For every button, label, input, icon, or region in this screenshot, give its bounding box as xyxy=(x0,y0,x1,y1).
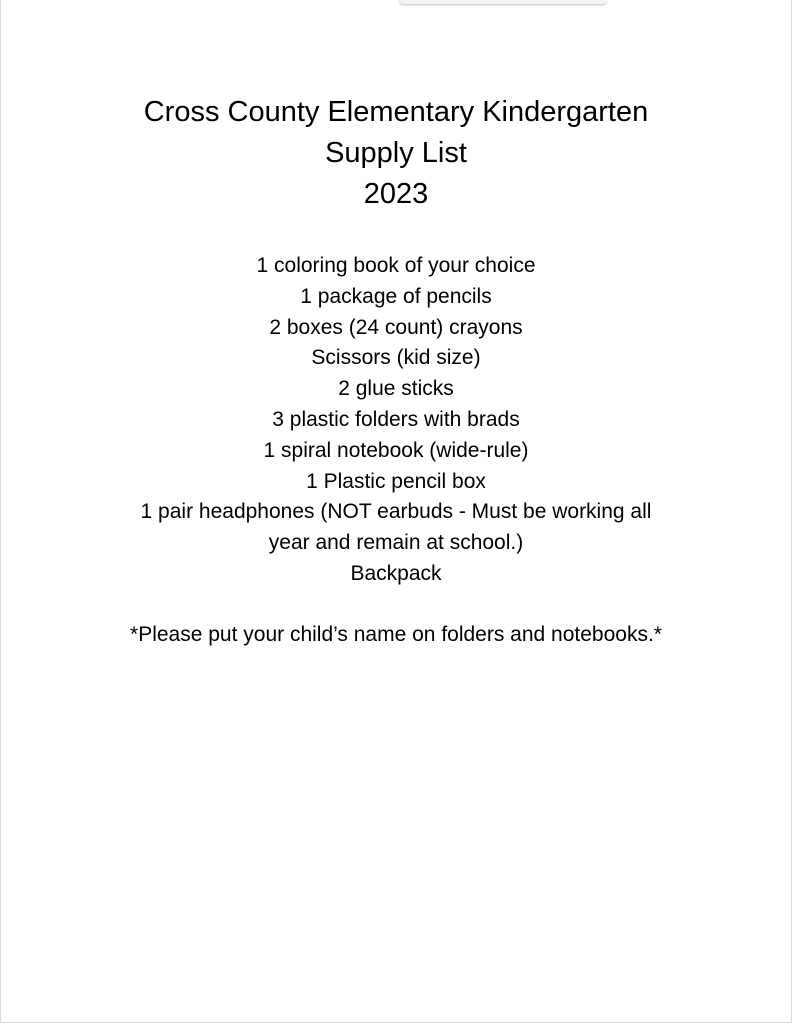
title-year: 2023 xyxy=(363,178,429,210)
supply-item: year and remain at school.) xyxy=(268,531,524,555)
supply-item: 2 glue sticks xyxy=(338,377,454,401)
supply-item: 1 Plastic pencil box xyxy=(306,469,486,493)
supply-item: 2 boxes (24 count) crayons xyxy=(269,315,523,339)
name-label-note: *Please put your child’s name on folders and notebooks.* xyxy=(130,623,662,646)
title-list-name: Supply List xyxy=(325,137,467,169)
supply-item: 3 plastic folders with brads xyxy=(272,407,520,431)
supply-item: 1 pair headphones (NOT earbuds - Must be working all xyxy=(140,500,652,524)
supply-item: 1 package of pencils xyxy=(300,284,492,308)
viewer-top-tab xyxy=(399,0,607,4)
supply-item: 1 coloring book of your choice xyxy=(256,254,536,277)
supply-item: 1 spiral notebook (wide-rule) xyxy=(263,438,529,462)
supply-item: Backpack xyxy=(350,561,442,585)
supply-item: Scissors (kid size) xyxy=(311,346,481,370)
title-school-name: Cross County Elementary Kindergarten xyxy=(143,96,649,128)
supply-list xyxy=(1,251,791,590)
document-title xyxy=(1,92,791,215)
